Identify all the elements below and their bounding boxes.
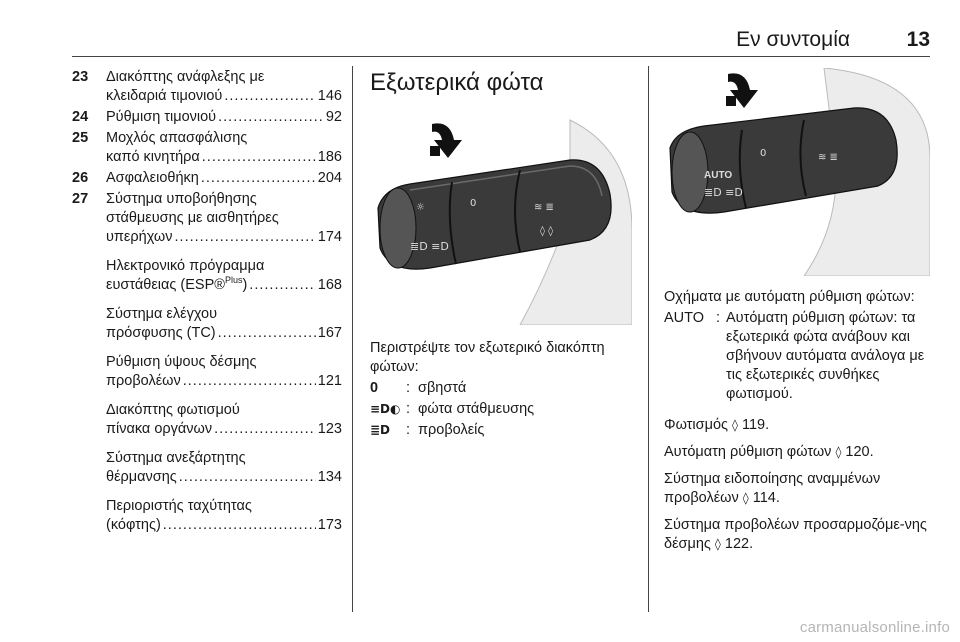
toc-entry-text: Περιοριστής ταχύτητας bbox=[106, 498, 252, 514]
reference-arrow-icon: ◊ bbox=[742, 491, 749, 505]
toc-page-number: 168 bbox=[317, 277, 342, 293]
switch-position: ≣D : προβολείς bbox=[370, 421, 632, 440]
toc-leader bbox=[218, 324, 316, 343]
toc-entry-number: 26 bbox=[72, 170, 89, 186]
toc-entry[interactable] bbox=[72, 108, 342, 127]
switch-position-label: σβηστά bbox=[418, 380, 467, 396]
toc-entry[interactable] bbox=[72, 401, 342, 439]
svg-text:≋ ≣: ≋ ≣ bbox=[534, 202, 554, 213]
svg-text:≋ ≣: ≋ ≣ bbox=[818, 152, 838, 163]
toc-page-number: 174 bbox=[317, 229, 342, 245]
auto-lights-section bbox=[664, 68, 930, 554]
reference-arrow-icon: ◊ bbox=[714, 537, 721, 551]
toc-entry-text: Μοχλός απασφάλισης bbox=[106, 130, 248, 146]
switch-position-icon: ≡D◐ bbox=[370, 402, 401, 416]
switch-position-icon: ≣D bbox=[370, 423, 391, 437]
toc-entry[interactable] bbox=[72, 449, 342, 487]
light-switch-illustration bbox=[370, 110, 632, 325]
svg-text:0: 0 bbox=[470, 198, 477, 209]
toc-entry-text: προβολέων bbox=[106, 373, 181, 389]
svg-text:≣D ≡D: ≣D ≡D bbox=[410, 240, 449, 253]
toc-entry-text: πίνακα οργάνων bbox=[106, 421, 213, 437]
toc-page-number: 92 bbox=[325, 109, 342, 125]
toc-entry-text: κλειδαριά τιμονιού bbox=[106, 88, 223, 104]
toc-entry[interactable] bbox=[72, 305, 342, 343]
switch-intro: Περιστρέψτε τον εξωτερικό διακόπτη φώτων: bbox=[370, 340, 605, 375]
auto-definition: AUTO : Αυτόματη ρύθμιση φώτων: τα εξωτερικά φώτα ανάβουν και σβήνουν αυτόματα ανάλογα με τις εξωτερικές συνθήκες φωτισμού. bbox=[664, 309, 930, 404]
toc-entry-text: Ηλεκτρονικό πρόγραμμα bbox=[106, 258, 265, 274]
toc-entry-text: υπερήχων bbox=[106, 229, 173, 245]
toc-leader bbox=[175, 228, 316, 247]
auto-light-switch-illustration bbox=[664, 68, 930, 276]
toc-page-number: 173 bbox=[317, 517, 342, 533]
toc-leader bbox=[218, 108, 324, 127]
toc-entry-text: Ρύθμιση ύψους δέσμης bbox=[106, 354, 257, 370]
toc-entry-number: 27 bbox=[72, 191, 89, 207]
svg-text:≣D ≡D: ≣D ≡D bbox=[704, 186, 743, 199]
svg-text:0: 0 bbox=[760, 148, 767, 159]
switch-position: 0 : σβηστά bbox=[370, 379, 632, 398]
auto-description: Αυτόματη ρύθμιση φώτων: τα εξωτερικά φώτα ανάβουν και σβήνουν αυτόματα ανάλογα με τις εξωτερικές συνθήκες φωτισμού. bbox=[726, 310, 925, 402]
toc-entry-text: ευστάθειας (ESP®$^{Plus}$) bbox=[106, 275, 248, 293]
toc-entry[interactable] bbox=[72, 129, 342, 167]
cross-reference[interactable]: Σύστημα προβολέων προσαρμοζόμε-νης δέσμης ◊ 122. bbox=[664, 517, 927, 552]
page-number: 13 bbox=[906, 28, 930, 51]
cross-reference[interactable]: Αυτόματη ρύθμιση φώτων ◊ 120. bbox=[664, 444, 874, 460]
switch-position: ≡D◐ : φώτα στάθμευσης bbox=[370, 400, 632, 419]
cross-reference[interactable]: Σύστημα ειδοποίησης αναμμένων προβολέων ◊ 114. bbox=[664, 471, 881, 506]
toc-entry-text: Σύστημα υποβοήθησης bbox=[106, 191, 257, 207]
page-header bbox=[0, 28, 930, 52]
toc-leader bbox=[201, 169, 316, 188]
auto-label: AUTO bbox=[704, 170, 733, 181]
toc-entry-text: Ρύθμιση τιμονιού bbox=[106, 109, 217, 125]
toc-entry[interactable] bbox=[72, 497, 342, 535]
toc-leader bbox=[163, 516, 316, 535]
toc-entry-text: Ασφαλειοθήκη bbox=[106, 170, 199, 186]
toc-entry[interactable] bbox=[72, 353, 342, 391]
toc-page-number: 134 bbox=[317, 469, 342, 485]
toc-entry[interactable] bbox=[72, 257, 342, 295]
toc-entry[interactable] bbox=[72, 169, 342, 188]
auto-term: AUTO bbox=[664, 310, 705, 326]
toc-leader bbox=[214, 420, 316, 439]
toc-page-number: 167 bbox=[317, 325, 342, 341]
toc-entry-text: Σύστημα ελέγχου bbox=[106, 306, 218, 322]
toc-entry[interactable] bbox=[72, 190, 342, 247]
toc-entry-text: Διακόπτης ανάφλεξης με bbox=[106, 69, 265, 85]
toc-leader bbox=[183, 372, 316, 391]
toc-leader bbox=[179, 468, 316, 487]
column-divider-2 bbox=[648, 66, 649, 612]
switch-position-label: φώτα στάθμευσης bbox=[418, 401, 535, 417]
switch-position-label: προβολείς bbox=[418, 422, 485, 438]
svg-text:☼: ☼ bbox=[416, 202, 425, 213]
column-divider-1 bbox=[352, 66, 353, 612]
auto-intro: Οχήματα με αυτόματη ρύθμιση φώτων: bbox=[664, 289, 915, 305]
toc-entry-text: (κόφτης) bbox=[106, 517, 161, 533]
section-title: Εν συντομία bbox=[736, 28, 850, 51]
toc-page-number: 146 bbox=[317, 88, 342, 104]
header-rule bbox=[72, 56, 930, 57]
toc-entry-text: καπό κινητήρα bbox=[106, 149, 200, 165]
watermark: carmanualsonline.info bbox=[799, 619, 950, 636]
toc-page-number: 186 bbox=[317, 149, 342, 165]
toc-entry-number: 24 bbox=[72, 109, 89, 125]
toc-entry-number: 23 bbox=[72, 69, 89, 85]
switch-position-icon: 0 bbox=[370, 380, 379, 396]
cross-reference[interactable]: Φωτισμός ◊ 119. bbox=[664, 417, 770, 433]
toc-entry[interactable] bbox=[72, 68, 342, 106]
toc-entry-text: Σύστημα ανεξάρτητης bbox=[106, 450, 246, 466]
toc-list bbox=[72, 68, 342, 537]
toc-entry-number: 25 bbox=[72, 130, 89, 146]
toc-page-number: 123 bbox=[317, 421, 342, 437]
toc-entry-text: θέρμανσης bbox=[106, 469, 177, 485]
toc-entry-text: στάθμευσης με αισθητήρες bbox=[106, 210, 279, 226]
toc-entry-text: Διακόπτης φωτισμού bbox=[106, 402, 240, 418]
reference-arrow-icon: ◊ bbox=[732, 418, 738, 432]
toc-leader bbox=[249, 276, 316, 295]
reference-arrow-icon: ◊ bbox=[835, 445, 842, 459]
section-heading: Εξωτερικά φώτα bbox=[370, 69, 544, 96]
svg-text:◊ ◊: ◊ ◊ bbox=[540, 226, 554, 237]
exterior-lights-section bbox=[370, 68, 632, 440]
toc-page-number: 204 bbox=[317, 170, 342, 186]
toc-leader bbox=[202, 148, 316, 167]
toc-entry-text: πρόσφυσης (TC) bbox=[106, 325, 216, 341]
toc-leader bbox=[224, 87, 315, 106]
toc-page-number: 121 bbox=[317, 373, 342, 389]
